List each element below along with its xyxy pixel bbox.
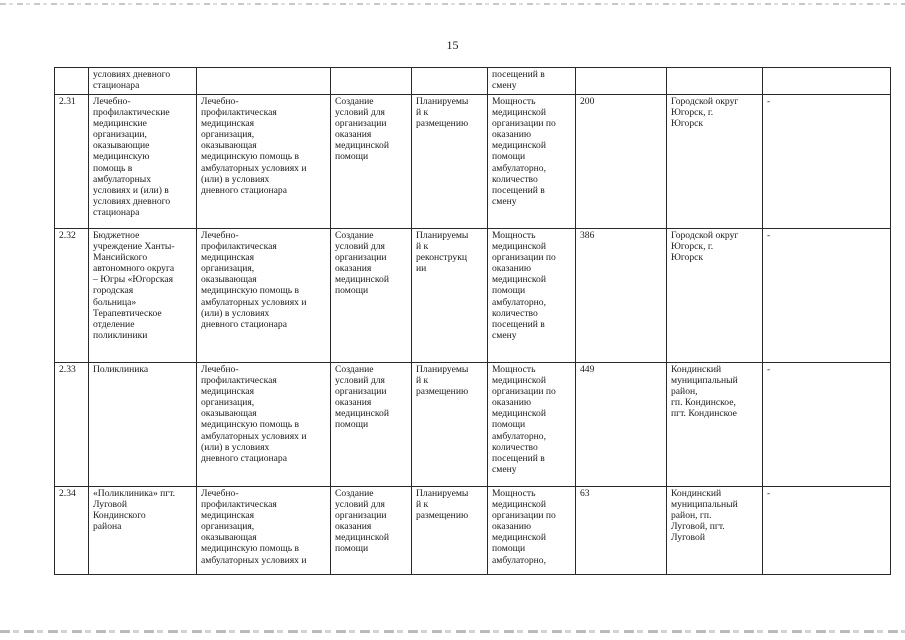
cell-goal [331,68,412,95]
cell-extra: - [763,229,891,363]
cell-name: «Поликлиника» пгт. Луговой Кондинского района [89,487,197,575]
cell-location [667,68,763,95]
page-number: 15 [446,38,459,52]
cell-name: Бюджетное учреждение Ханты- Мансийского автономного округа – Югры «Югорская городская больница» Терапевтическое отделение поликлиники [89,229,197,363]
scan-edge-bottom [0,630,905,633]
table-row [55,229,891,363]
cell-value: 63 [576,487,667,575]
scan-edge-top [0,3,905,5]
cell-goal: Создание условий для организации оказания медицинской помощи [331,95,412,229]
cell-power: Мощность медицинской организации по оказанию медицинской помощи амбулаторно, количество посещений в смену [488,363,576,487]
cell-number: 2.33 [55,363,89,487]
cell-type: Лечебно- профилактическая медицинская организация, оказывающая медицинскую помощь в амбулаторных условиях и [197,487,331,575]
cell-power: Мощность медицинской организации по оказанию медицинской помощи амбулаторно, количество посещений в смену [488,95,576,229]
cell-status [412,68,488,95]
table-row [55,487,891,575]
facilities-table [54,67,891,575]
cell-status: Планируемы й к реконструкц ии [412,229,488,363]
cell-number: 2.31 [55,95,89,229]
cell-extra: - [763,95,891,229]
cell-type: Лечебно- профилактическая медицинская организация, оказывающая медицинскую помощь в амбулаторных условиях и (или) в условиях дневного стационара [197,95,331,229]
cell-extra [763,68,891,95]
table-row [55,363,891,487]
cell-value: 386 [576,229,667,363]
cell-location: Городской округ Югорск, г. Югорск [667,229,763,363]
cell-power: Мощность медицинской организации по оказанию медицинской помощи амбулаторно, количество посещений в смену [488,229,576,363]
cell-type [197,68,331,95]
cell-name: Поликлиника [89,363,197,487]
cell-number [55,68,89,95]
cell-type: Лечебно- профилактическая медицинская организация, оказывающая медицинскую помощь в амбулаторных условиях и (или) в условиях дневного стационара [197,229,331,363]
cell-goal: Создание условий для организации оказания медицинской помощи [331,487,412,575]
cell-extra: - [763,363,891,487]
cell-power: Мощность медицинской организации по оказанию медицинской помощи амбулаторно, [488,487,576,575]
cell-goal: Создание условий для организации оказания медицинской помощи [331,229,412,363]
cell-location: Кондинский муниципальный район, гп. Луговой, пгт. Луговой [667,487,763,575]
cell-value: 449 [576,363,667,487]
cell-type: Лечебно- профилактическая медицинская организация, оказывающая медицинскую помощь в амбулаторных условиях и (или) в условиях дневного стационара [197,363,331,487]
cell-number: 2.32 [55,229,89,363]
cell-name: Лечебно- профилактические медицинские организации, оказывающие медицинскую помощь в амбулаторных условиях и (или) в условиях дневного стационара [89,95,197,229]
cell-location: Городской округ Югорск, г. Югорск [667,95,763,229]
cell-number: 2.34 [55,487,89,575]
table-row-continuation [55,68,891,95]
cell-value: 200 [576,95,667,229]
cell-power: посещений в смену [488,68,576,95]
cell-extra: - [763,487,891,575]
cell-status: Планируемы й к размещению [412,363,488,487]
cell-location: Кондинский муниципальный район, гп. Кондинское, пгт. Кондинское [667,363,763,487]
table-row [55,95,891,229]
cell-status: Планируемы й к размещению [412,487,488,575]
cell-value [576,68,667,95]
cell-goal: Создание условий для организации оказания медицинской помощи [331,363,412,487]
cell-name: условиях дневного стационара [89,68,197,95]
cell-status: Планируемы й к размещению [412,95,488,229]
